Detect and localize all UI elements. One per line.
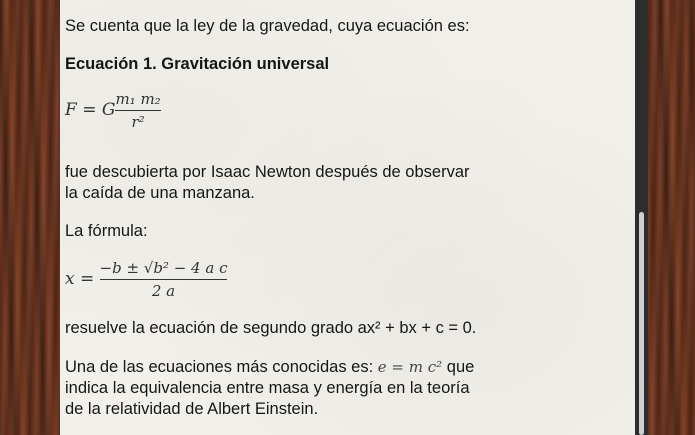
fraction-bar bbox=[115, 110, 160, 111]
gravity-lhs: F = G bbox=[65, 100, 116, 120]
energy-equation: e = m c² bbox=[377, 358, 443, 376]
quadratic-lhs: x = bbox=[65, 269, 95, 289]
quadratic-equation bbox=[65, 259, 227, 300]
newton-paragraph-line2: la caída de una manzana. bbox=[65, 184, 255, 202]
formula-label: La fórmula: bbox=[65, 222, 148, 240]
einstein-paragraph-line2: indica la equivalencia entre masa y energía en la teoría bbox=[65, 379, 470, 397]
intro-paragraph: Se cuenta que la ley de la gravedad, cuya ecuación es: bbox=[65, 17, 470, 35]
einstein-prefix: Una de las ecuaciones más conocidas es: bbox=[65, 358, 374, 376]
einstein-paragraph-line1 bbox=[65, 357, 474, 378]
gravity-numerator: m₁ m₂ bbox=[115, 90, 161, 108]
scrollbar-thumb[interactable] bbox=[639, 212, 644, 435]
quadratic-fraction bbox=[100, 259, 228, 300]
gravity-denominator: r² bbox=[131, 113, 145, 131]
equation-heading: Ecuación 1. Gravitación universal bbox=[65, 55, 330, 73]
quadratic-paragraph: resuelve la ecuación de segundo grado ax² + bx + c = 0. bbox=[65, 319, 477, 337]
quadratic-denominator: 2 a bbox=[151, 282, 176, 300]
newton-paragraph-line1: fue descubierta por Isaac Newton después de observar bbox=[65, 163, 470, 181]
gravity-equation bbox=[65, 90, 161, 131]
quadratic-numerator: −b ± √b² − 4 a c bbox=[99, 259, 228, 277]
einstein-suffix: que bbox=[446, 358, 475, 376]
einstein-paragraph-line3: de la relatividad de Albert Einstein. bbox=[65, 400, 319, 418]
fraction-bar bbox=[100, 279, 228, 280]
gravity-fraction bbox=[115, 90, 160, 131]
